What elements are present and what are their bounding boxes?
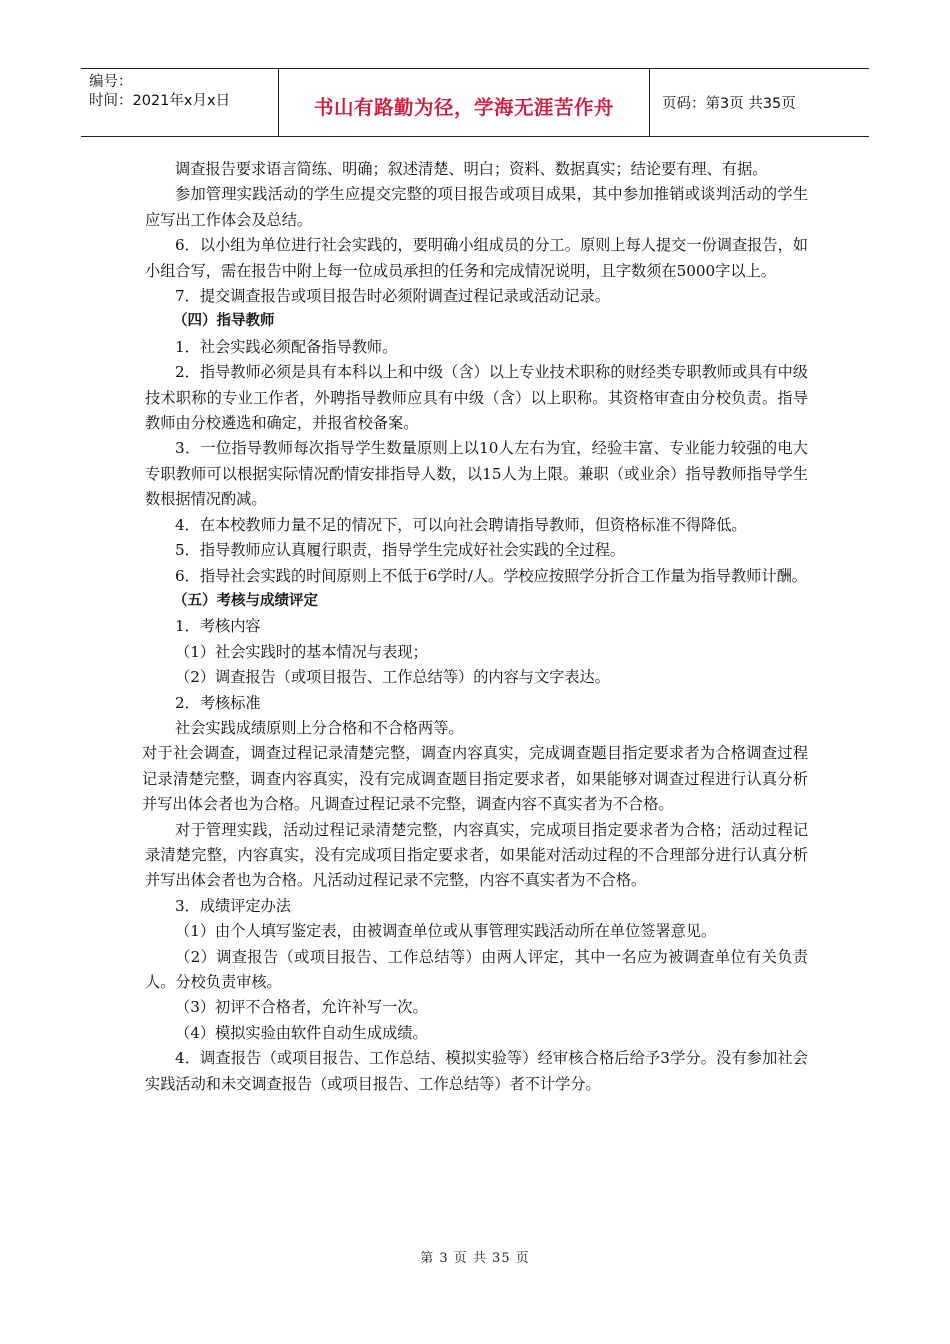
document-date: 时间：2021年x月x日 [89, 93, 231, 109]
document-number-label: 编号： [89, 74, 133, 90]
header-meta [81, 69, 279, 136]
paragraph: 对于管理实践，活动过程记录清楚完整，内容真实，完成项目指定要求者为合格；活动过程记录清楚完整，内容真实，没有完成项目指定要求者，如果能对活动过程的不合理部分进行认真分析并写出体会者也为合格。凡活动过程记录不完整，内容不真实者为不合格。 [145, 820, 808, 890]
paragraph: 参加管理实践活动的学生应提交完整的项目报告或项目成果，其中参加推销或谈判活动的学生应写出工作体会及总结。 [145, 185, 808, 229]
paragraph: 3．成绩评定办法 [175, 896, 291, 915]
paragraph: 调查报告要求语言简练、明确；叙述清楚、明白；资料、数据真实；结论要有理、有据。 [175, 160, 768, 178]
paragraph: 2．考核标准 [175, 693, 261, 712]
paragraph: （3）初评不合格者，允许补写一次。 [175, 998, 428, 1017]
paragraph: （1）由个人填写鉴定表，由被调查单位或从事管理实践活动所在单位签署意见。 [175, 922, 717, 941]
paragraph: 6．指导社会实践的时间原则上不低于6学时/人。学校应按照学分折合工作量为指导教师计酬。 [175, 566, 807, 585]
paragraph: 3．一位指导教师每次指导学生数量原则上以10人左右为宜，经验丰富、专业能力较强的电大专职教师可以根据实际情况酌情安排指导人数，以15人为上限。兼职（或业余）指导教师指导学生数根据情况酌减。 [145, 439, 808, 509]
paragraph: 7．提交调查报告或项目报告时必须附调查过程记录或活动记录。 [175, 287, 610, 306]
paragraph: 社会实践成绩原则上分合格和不合格两等。 [175, 718, 464, 737]
paragraph: 6．以小组为单位进行社会实践的，要明确小组成员的分工。原则上每人提交一份调查报告，如小组合写，需在报告中附上每一位成员承担的任务和完成情况说明，且字数须在5000字以上。 [145, 236, 808, 280]
paragraph: 1．考核内容 [175, 617, 261, 636]
paragraph: 对于社会调查，调查过程记录清楚完整，调查内容真实，完成调查题目指定要求者为合格调查过程记录清楚完整，调查内容真实，没有完成调查题目指定要求者，如果能够对调查过程进行认真分析并写出体会者也为合格。凡调查过程记录不完整，调查内容不真实者为不合格。 [142, 744, 808, 814]
page-footer: 第 3 页 共 35 页 [420, 1251, 530, 1266]
paragraph: （2）调查报告（或项目报告、工作总结等）的内容与文字表达。 [175, 668, 610, 687]
paragraph: 5．指导教师应认真履行职责，指导学生完成好社会实践的全过程。 [175, 541, 626, 560]
paragraph: 4．在本校教师力量不足的情况下，可以向社会聘请指导教师，但资格标准不得降低。 [175, 515, 747, 534]
paragraph: （1）社会实践时的基本情况与表现； [175, 642, 428, 661]
header-page-info: 页码：第3页 共35页 [662, 96, 796, 112]
paragraph: （2）调查报告（或项目报告、工作总结等）由两人评定，其中一名应为被调查单位有关负责人。分校负责审核。 [145, 947, 808, 991]
document-body [142, 157, 808, 1097]
paragraph: 2．指导教师必须是具有本科以上和中级（含）以上专业技术职称的财经类专职教师或具有中级技术职称的专业工作者，外聘指导教师应具有中级（含）以上职称。其资格审查由分校负责。指导教师由分校遴选和确定，并报省校备案。 [145, 363, 808, 433]
section-heading: （五）考核与成绩评定 [173, 592, 318, 609]
section-heading: （四）指导教师 [173, 313, 275, 330]
document-header [81, 68, 869, 137]
paragraph: （4）模拟实验由软件自动生成成绩。 [175, 1023, 428, 1042]
paragraph: 1．社会实践必须配备指导教师。 [175, 337, 398, 356]
paragraph: 4．调查报告（或项目报告、工作总结、模拟实验等）经审核合格后给予3学分。没有参加社会实践活动和未交调查报告（或项目报告、工作总结等）者不计学分。 [145, 1049, 808, 1093]
header-motto: 书山有路勤为径，学海无涯苦作舟 [279, 69, 650, 136]
